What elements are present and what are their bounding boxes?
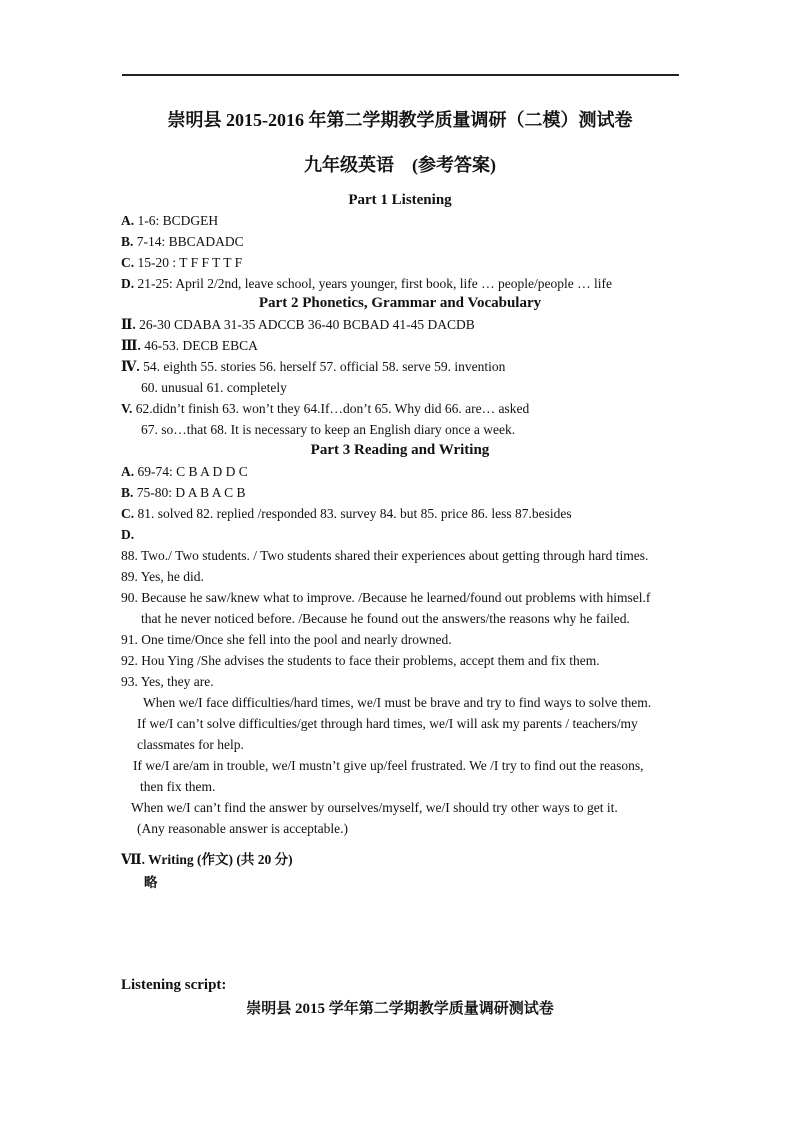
answer-93-line-1: When we/I face difficulties/hard times, we/I must be brave and try to find ways to solve them. (143, 695, 652, 710)
answer-93-line-4: If we/I are/am in trouble, we/I mustn’t give up/feel frustrated. We /I try to find out the reasons, (133, 758, 644, 773)
listening-script-label: Listening script: (121, 977, 227, 993)
top-rule (122, 74, 679, 76)
part1-line-c: C. 15-20 : T F F T T F (121, 255, 243, 270)
answer-91: 91. One time/Once she fell into the pool and nearly drowned. (121, 632, 452, 647)
answer-90: 90. Because he saw/knew what to improve. /Because he learned/found out problems with himsel.f (121, 590, 651, 605)
answer-93-line-5: then fix them. (140, 779, 216, 794)
part2-line-iii: Ⅲ. 46-53. DECB EBCA (121, 338, 258, 353)
answer-90-cont: that he never noticed before. /Because he found out the answers/the reasons why he failed. (141, 611, 630, 626)
part3-line-a: A. 69-74: C B A D D C (121, 464, 248, 479)
page-title: 崇明县 2015-2016 年第二学期教学质量调研（二模）测试卷 (167, 110, 633, 130)
part2-line-iv-cont: 60. unusual 61. completely (141, 380, 287, 395)
part3-line-b: B. 75-80: D A B A C B (121, 485, 246, 500)
part1-heading: Part 1 Listening (348, 192, 452, 208)
listening-script-title: 崇明县 2015 学年第二学期教学质量调研测试卷 (246, 1001, 554, 1017)
part2-line-v-cont: 67. so…that 68. It is necessary to keep an English diary once a week. (141, 422, 516, 437)
answer-88: 88. Two./ Two students. / Two students shared their experiences about getting through hard times. (121, 548, 649, 563)
answer-93-line-3: classmates for help. (137, 737, 244, 752)
answer-93-line-6: When we/I can’t find the answer by ourselves/myself, we/I should try other ways to get it. (131, 800, 618, 815)
part3-line-c: C. 81. solved 82. replied /responded 83. survey 84. but 85. price 86. less 87.besides (121, 506, 572, 521)
part2-heading: Part 2 Phonetics, Grammar and Vocabulary (258, 295, 542, 311)
part1-line-d: D. 21-25: April 2/2nd, leave school, years younger, first book, life … people/people … life (121, 276, 612, 291)
answer-93-note: (Any reasonable answer is acceptable.) (137, 821, 349, 836)
writing-heading: Ⅶ. Writing (作文) (共 20 分) (121, 852, 293, 867)
part1-line-b: B. 7-14: BBCADADC (121, 234, 244, 249)
answer-93-line-2: If we/I can’t solve difficulties/get through hard times, we/I will ask my parents / teachers/my (137, 716, 638, 731)
answer-89: 89. Yes, he did. (121, 569, 204, 584)
page-subtitle: 九年级英语 (参考答案) (304, 155, 496, 175)
part1-line-a: A. 1-6: BCDGEH (121, 213, 219, 228)
part3-line-d: D. (121, 527, 135, 542)
part2-line-ii: Ⅱ. 26-30 CDABA 31-35 ADCCB 36-40 BCBAD 41-45 DACDB (121, 317, 475, 332)
part3-heading: Part 3 Reading and Writing (310, 442, 490, 458)
writing-content: 略 (144, 875, 158, 890)
part2-line-iv: Ⅳ. 54. eighth 55. stories 56. herself 57. official 58. serve 59. invention (121, 359, 506, 374)
answer-92: 92. Hou Ying /She advises the students to face their problems, accept them and fix them. (121, 653, 600, 668)
answer-93: 93. Yes, they are. (121, 674, 214, 689)
part2-line-v: V. 62.didn’t finish 63. won’t they 64.If…don’t 65. Why did 66. are… asked (121, 401, 530, 416)
